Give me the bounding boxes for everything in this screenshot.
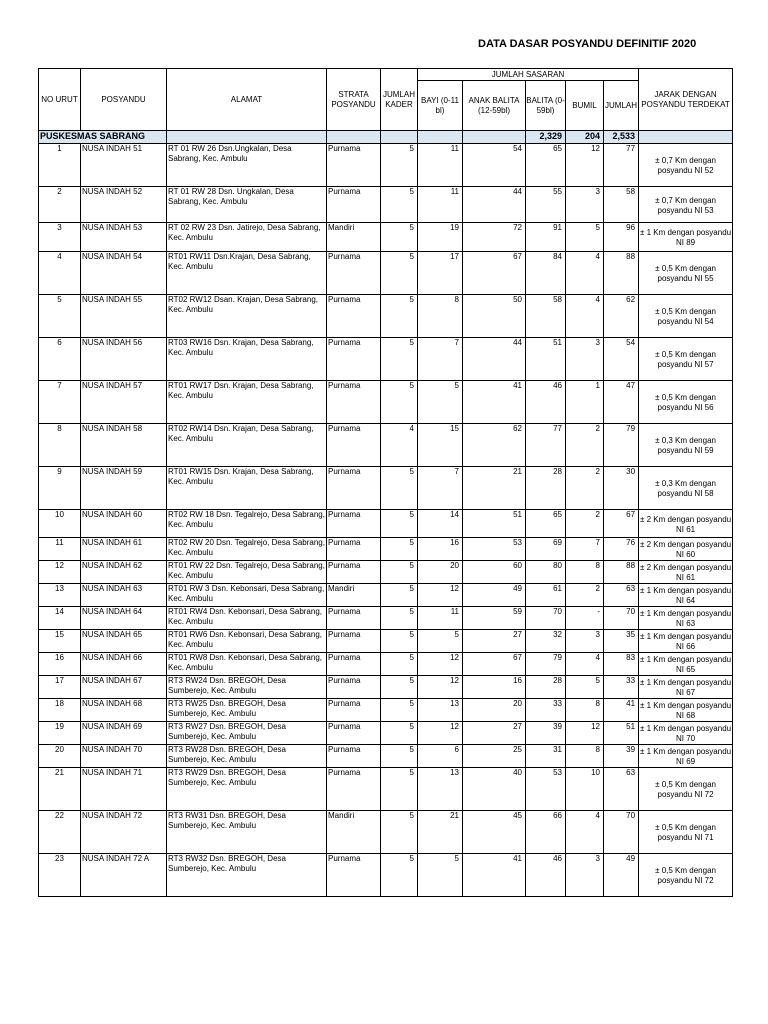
row-kader: 5 [381, 745, 418, 768]
table-row [39, 699, 733, 722]
row-balita: 84 [526, 252, 566, 295]
row-bayi: 12 [418, 653, 463, 676]
row-anak-balita: 44 [463, 338, 526, 381]
row-alamat: RT01 RW 22 Dsn. Tegalrejo, Desa Sabrang, Kec. Ambulu [167, 561, 327, 584]
row-strata: Purnama [327, 187, 381, 223]
row-bumil: 4 [566, 811, 604, 854]
row-kader: 5 [381, 811, 418, 854]
row-strata: Purnama [327, 676, 381, 699]
row-balita: 55 [526, 187, 566, 223]
row-alamat: RT01 RW11 Dsn.Krajan, Desa Sabrang, Kec. Ambulu [167, 252, 327, 295]
row-balita: 51 [526, 338, 566, 381]
row-bayi: 12 [418, 584, 463, 607]
row-bayi: 21 [418, 811, 463, 854]
row-no: 23 [39, 854, 81, 897]
row-alamat: RT3 RW25 Dsn. BREGOH, Desa Sumberejo, Kec. Ambulu [167, 699, 327, 722]
row-bumil: 2 [566, 584, 604, 607]
row-kader: 5 [381, 381, 418, 424]
row-bumil: 3 [566, 187, 604, 223]
row-jarak: ± 2 Km dengan posyandu NI 61 [639, 510, 733, 538]
row-posyandu-name: NUSA INDAH 57 [81, 381, 167, 424]
row-no: 22 [39, 811, 81, 854]
header-jumlah: JUMLAH [604, 81, 639, 131]
row-jumlah: 67 [604, 510, 639, 538]
row-jarak: ± 1 Km dengan posyandu NI 67 [639, 676, 733, 699]
row-balita: 80 [526, 561, 566, 584]
row-bumil: 3 [566, 854, 604, 897]
row-no: 2 [39, 187, 81, 223]
row-jarak: ± 0,5 Km dengan posyandu NI 57 [639, 338, 733, 381]
row-strata: Purnama [327, 854, 381, 897]
row-jumlah: 30 [604, 467, 639, 510]
row-jarak: ± 1 Km dengan posyandu NI 89 [639, 223, 733, 252]
row-bumil: 2 [566, 467, 604, 510]
row-strata: Purnama [327, 630, 381, 653]
row-alamat: RT 01 RW 26 Dsn.Ungkalan, Desa Sabrang, Kec. Ambulu [167, 144, 327, 187]
row-alamat: RT3 RW31 Dsn. BREGOH, Desa Sumberejo, Kec. Ambulu [167, 811, 327, 854]
table-row [39, 338, 733, 381]
row-bayi: 11 [418, 187, 463, 223]
row-jumlah: 39 [604, 745, 639, 768]
row-kader: 5 [381, 252, 418, 295]
row-alamat: RT 01 RW 28 Dsn. Ungkalan, Desa Sabrang, Kec. Ambulu [167, 187, 327, 223]
row-kader: 5 [381, 607, 418, 630]
table-row [39, 745, 733, 768]
row-bayi: 7 [418, 338, 463, 381]
row-kader: 5 [381, 854, 418, 897]
row-strata: Mandiri [327, 584, 381, 607]
row-jumlah: 33 [604, 676, 639, 699]
row-no: 6 [39, 338, 81, 381]
row-posyandu-name: NUSA INDAH 52 [81, 187, 167, 223]
row-bumil: 5 [566, 223, 604, 252]
table-row [39, 187, 733, 223]
row-balita: 28 [526, 676, 566, 699]
row-no: 5 [39, 295, 81, 338]
row-no: 21 [39, 768, 81, 811]
row-balita: 65 [526, 510, 566, 538]
row-no: 14 [39, 607, 81, 630]
row-alamat: RT3 RW29 Dsn. BREGOH, Desa Sumberejo, Kec. Ambulu [167, 768, 327, 811]
row-bumil: 3 [566, 338, 604, 381]
row-posyandu-name: NUSA INDAH 66 [81, 653, 167, 676]
row-posyandu-name: NUSA INDAH 61 [81, 538, 167, 561]
row-bumil: 1 [566, 381, 604, 424]
row-bayi: 5 [418, 381, 463, 424]
row-kader: 5 [381, 223, 418, 252]
row-no: 10 [39, 510, 81, 538]
row-posyandu-name: NUSA INDAH 68 [81, 699, 167, 722]
row-jarak: ± 0,3 Km dengan posyandu NI 59 [639, 424, 733, 467]
row-bumil: 4 [566, 295, 604, 338]
row-kader: 5 [381, 676, 418, 699]
row-anak-balita: 41 [463, 854, 526, 897]
row-posyandu-name: NUSA INDAH 58 [81, 424, 167, 467]
row-posyandu-name: NUSA INDAH 65 [81, 630, 167, 653]
row-bumil: 2 [566, 424, 604, 467]
row-alamat: RT3 RW24 Dsn. BREGOH, Desa Sumberejo, Kec. Ambulu [167, 676, 327, 699]
row-bumil: 7 [566, 538, 604, 561]
row-no: 20 [39, 745, 81, 768]
row-jarak: ± 0,5 Km dengan posyandu NI 54 [639, 295, 733, 338]
row-strata: Purnama [327, 653, 381, 676]
row-anak-balita: 21 [463, 467, 526, 510]
table-row [39, 381, 733, 424]
row-posyandu-name: NUSA INDAH 62 [81, 561, 167, 584]
row-jarak: ± 1 Km dengan posyandu NI 66 [639, 630, 733, 653]
row-balita: 66 [526, 811, 566, 854]
header-jarak: JARAK DENGAN POSYANDU TERDEKAT [639, 69, 733, 131]
row-posyandu-name: NUSA INDAH 67 [81, 676, 167, 699]
row-balita: 61 [526, 584, 566, 607]
row-anak-balita: 53 [463, 538, 526, 561]
row-alamat: RT3 RW27 Dsn. BREGOH, Desa Sumberejo, Kec. Ambulu [167, 722, 327, 745]
group-name: PUSKESMAS SABRANG [39, 131, 167, 144]
header-anak-balita: ANAK BALITA (12-59bl) [463, 81, 526, 131]
table-row [39, 722, 733, 745]
row-anak-balita: 54 [463, 144, 526, 187]
row-kader: 5 [381, 295, 418, 338]
row-strata: Purnama [327, 722, 381, 745]
row-alamat: RT01 RW15 Dsn. Krajan, Desa Sabrang, Kec. Ambulu [167, 467, 327, 510]
row-jumlah: 70 [604, 607, 639, 630]
row-posyandu-name: NUSA INDAH 64 [81, 607, 167, 630]
row-jumlah: 63 [604, 584, 639, 607]
row-anak-balita: 72 [463, 223, 526, 252]
row-kader: 5 [381, 561, 418, 584]
row-balita: 70 [526, 607, 566, 630]
row-alamat: RT 02 RW 23 Dsn. Jatirejo, Desa Sabrang, Kec. Ambulu [167, 223, 327, 252]
row-jumlah: 96 [604, 223, 639, 252]
row-anak-balita: 16 [463, 676, 526, 699]
row-anak-balita: 62 [463, 424, 526, 467]
document-title: DATA DASAR POSYANDU DEFINITIF 2020 [478, 38, 697, 50]
header-balita: BALITA (0-59bl) [526, 81, 566, 131]
row-bumil: 8 [566, 745, 604, 768]
row-bumil: - [566, 607, 604, 630]
group-balita-total: 2,329 [526, 131, 566, 144]
table-row [39, 538, 733, 561]
row-no: 1 [39, 144, 81, 187]
row-jarak: ± 1 Km dengan posyandu NI 68 [639, 699, 733, 722]
row-jumlah: 35 [604, 630, 639, 653]
row-anak-balita: 49 [463, 584, 526, 607]
row-posyandu-name: NUSA INDAH 59 [81, 467, 167, 510]
row-jarak: ± 2 Km dengan posyandu NI 61 [639, 561, 733, 584]
row-bayi: 13 [418, 699, 463, 722]
row-alamat: RT01 RW 3 Dsn. Kebonsari, Desa Sabrang, Kec. Ambulu [167, 584, 327, 607]
row-alamat: RT03 RW16 Dsn. Krajan, Desa Sabrang, Kec. Ambulu [167, 338, 327, 381]
row-bayi: 19 [418, 223, 463, 252]
row-strata: Purnama [327, 467, 381, 510]
row-posyandu-name: NUSA INDAH 72 A [81, 854, 167, 897]
row-alamat: RT02 RW 20 Dsn. Tegalrejo, Desa Sabrang, Kec. Ambulu [167, 538, 327, 561]
row-jumlah: 62 [604, 295, 639, 338]
row-posyandu-name: NUSA INDAH 70 [81, 745, 167, 768]
row-posyandu-name: NUSA INDAH 56 [81, 338, 167, 381]
row-posyandu-name: NUSA INDAH 72 [81, 811, 167, 854]
row-anak-balita: 51 [463, 510, 526, 538]
row-anak-balita: 40 [463, 768, 526, 811]
row-anak-balita: 60 [463, 561, 526, 584]
row-alamat: RT3 RW28 Dsn. BREGOH, Desa Sumberejo, Kec. Ambulu [167, 745, 327, 768]
table-row [39, 223, 733, 252]
row-alamat: RT01 RW8 Dsn. Kebonsari, Desa Sabrang, Kec. Ambulu [167, 653, 327, 676]
row-kader: 5 [381, 144, 418, 187]
row-jarak: ± 0,3 Km dengan posyandu NI 58 [639, 467, 733, 510]
row-bumil: 10 [566, 768, 604, 811]
row-alamat: RT01 RW4 Dsn. Kebonsari, Desa Sabrang, Kec. Ambulu [167, 607, 327, 630]
row-bayi: 14 [418, 510, 463, 538]
row-jumlah: 88 [604, 252, 639, 295]
row-bayi: 7 [418, 467, 463, 510]
row-no: 19 [39, 722, 81, 745]
row-alamat: RT01 RW6 Dsn. Kebonsari, Desa Sabrang, Kec. Ambulu [167, 630, 327, 653]
row-anak-balita: 41 [463, 381, 526, 424]
row-no: 7 [39, 381, 81, 424]
posyandu-table [38, 68, 733, 897]
row-anak-balita: 44 [463, 187, 526, 223]
row-kader: 5 [381, 630, 418, 653]
row-jumlah: 70 [604, 811, 639, 854]
table-row [39, 561, 733, 584]
row-alamat: RT02 RW12 Dsan. Krajan, Desa Sabrang, Kec. Ambulu [167, 295, 327, 338]
row-strata: Purnama [327, 745, 381, 768]
row-strata: Purnama [327, 768, 381, 811]
table-row [39, 811, 733, 854]
row-bumil: 2 [566, 510, 604, 538]
row-bayi: 12 [418, 676, 463, 699]
row-anak-balita: 20 [463, 699, 526, 722]
row-posyandu-name: NUSA INDAH 69 [81, 722, 167, 745]
row-jumlah: 41 [604, 699, 639, 722]
row-strata: Purnama [327, 510, 381, 538]
row-alamat: RT01 RW17 Dsn. Krajan, Desa Sabrang, Kec. Ambulu [167, 381, 327, 424]
row-posyandu-name: NUSA INDAH 53 [81, 223, 167, 252]
row-anak-balita: 67 [463, 252, 526, 295]
row-bayi: 17 [418, 252, 463, 295]
row-no: 11 [39, 538, 81, 561]
row-balita: 91 [526, 223, 566, 252]
header-posyandu: POSYANDU [81, 69, 167, 131]
row-jarak: ± 0,5 Km dengan posyandu NI 55 [639, 252, 733, 295]
row-jumlah: 51 [604, 722, 639, 745]
header-jumlah-sasaran: JUMLAH SASARAN [418, 69, 639, 81]
row-kader: 5 [381, 467, 418, 510]
row-kader: 5 [381, 584, 418, 607]
row-bayi: 20 [418, 561, 463, 584]
row-anak-balita: 45 [463, 811, 526, 854]
header-bayi: BAYI (0-11 bl) [418, 81, 463, 131]
table-row [39, 467, 733, 510]
row-no: 12 [39, 561, 81, 584]
row-strata: Purnama [327, 699, 381, 722]
row-no: 13 [39, 584, 81, 607]
row-balita: 46 [526, 854, 566, 897]
row-strata: Purnama [327, 607, 381, 630]
row-bumil: 12 [566, 144, 604, 187]
row-posyandu-name: NUSA INDAH 63 [81, 584, 167, 607]
row-jumlah: 76 [604, 538, 639, 561]
row-anak-balita: 59 [463, 607, 526, 630]
row-balita: 77 [526, 424, 566, 467]
row-no: 3 [39, 223, 81, 252]
row-jumlah: 63 [604, 768, 639, 811]
row-jarak: ± 0,5 Km dengan posyandu NI 71 [639, 811, 733, 854]
table-header [39, 69, 733, 131]
row-kader: 5 [381, 538, 418, 561]
row-bumil: 4 [566, 252, 604, 295]
row-balita: 79 [526, 653, 566, 676]
row-jarak: ± 0,5 Km dengan posyandu NI 56 [639, 381, 733, 424]
row-bayi: 6 [418, 745, 463, 768]
row-no: 17 [39, 676, 81, 699]
row-balita: 32 [526, 630, 566, 653]
row-balita: 28 [526, 467, 566, 510]
row-balita: 65 [526, 144, 566, 187]
row-jarak: ± 0,5 Km dengan posyandu NI 72 [639, 854, 733, 897]
row-anak-balita: 50 [463, 295, 526, 338]
row-kader: 5 [381, 510, 418, 538]
row-jumlah: 88 [604, 561, 639, 584]
row-jumlah: 83 [604, 653, 639, 676]
row-kader: 5 [381, 338, 418, 381]
row-strata: Purnama [327, 381, 381, 424]
row-balita: 31 [526, 745, 566, 768]
row-anak-balita: 25 [463, 745, 526, 768]
row-bayi: 13 [418, 768, 463, 811]
row-strata: Purnama [327, 252, 381, 295]
header-no-urut: NO URUT [39, 69, 81, 131]
table-row [39, 510, 733, 538]
row-anak-balita: 27 [463, 722, 526, 745]
row-jarak: ± 2 Km dengan posyandu NI 60 [639, 538, 733, 561]
row-bumil: 12 [566, 722, 604, 745]
row-bumil: 8 [566, 561, 604, 584]
row-balita: 53 [526, 768, 566, 811]
header-alamat: ALAMAT [167, 69, 327, 131]
row-alamat: RT3 RW32 Dsn. BREGOH, Desa Sumberejo, Kec. Ambulu [167, 854, 327, 897]
row-bumil: 3 [566, 630, 604, 653]
row-no: 18 [39, 699, 81, 722]
row-strata: Purnama [327, 144, 381, 187]
header-jumlah-kader: JUMLAH KADER [381, 69, 418, 131]
row-kader: 5 [381, 768, 418, 811]
row-balita: 46 [526, 381, 566, 424]
row-posyandu-name: NUSA INDAH 55 [81, 295, 167, 338]
row-alamat: RT02 RW14 Dsn. Krajan, Desa Sabrang, Kec. Ambulu [167, 424, 327, 467]
row-jumlah: 77 [604, 144, 639, 187]
row-jumlah: 58 [604, 187, 639, 223]
row-alamat: RT02 RW 18 Dsn. Tegalrejo, Desa Sabrang, Kec. Ambulu [167, 510, 327, 538]
row-jarak: ± 1 Km dengan posyandu NI 63 [639, 607, 733, 630]
row-jumlah: 49 [604, 854, 639, 897]
table-row [39, 676, 733, 699]
row-bayi: 11 [418, 607, 463, 630]
row-no: 4 [39, 252, 81, 295]
row-strata: Purnama [327, 295, 381, 338]
row-kader: 4 [381, 424, 418, 467]
group-bumil-total: 204 [566, 131, 604, 144]
table-row [39, 584, 733, 607]
row-posyandu-name: NUSA INDAH 71 [81, 768, 167, 811]
header-strata: STRATA POSYANDU [327, 69, 381, 131]
row-strata: Purnama [327, 424, 381, 467]
row-posyandu-name: NUSA INDAH 51 [81, 144, 167, 187]
row-posyandu-name: NUSA INDAH 54 [81, 252, 167, 295]
table-body [39, 131, 733, 897]
row-jumlah: 79 [604, 424, 639, 467]
header-bumil: BUMIL [566, 81, 604, 131]
row-jarak: ± 0,5 Km dengan posyandu NI 72 [639, 768, 733, 811]
row-kader: 5 [381, 653, 418, 676]
row-balita: 69 [526, 538, 566, 561]
group-row [39, 131, 733, 144]
row-balita: 58 [526, 295, 566, 338]
row-bayi: 15 [418, 424, 463, 467]
table-row [39, 295, 733, 338]
row-jarak: ± 1 Km dengan posyandu NI 65 [639, 653, 733, 676]
row-kader: 5 [381, 187, 418, 223]
row-bayi: 5 [418, 854, 463, 897]
row-bayi: 16 [418, 538, 463, 561]
row-no: 8 [39, 424, 81, 467]
table-row [39, 854, 733, 897]
row-strata: Mandiri [327, 223, 381, 252]
row-bumil: 8 [566, 699, 604, 722]
row-jarak: ± 1 Km dengan posyandu NI 64 [639, 584, 733, 607]
row-bumil: 4 [566, 653, 604, 676]
row-jarak: ± 0,7 Km dengan posyandu NI 52 [639, 144, 733, 187]
row-no: 9 [39, 467, 81, 510]
row-posyandu-name: NUSA INDAH 60 [81, 510, 167, 538]
table-row [39, 252, 733, 295]
row-strata: Mandiri [327, 811, 381, 854]
table-row [39, 630, 733, 653]
row-anak-balita: 27 [463, 630, 526, 653]
table-row [39, 653, 733, 676]
row-jarak: ± 1 Km dengan posyandu NI 70 [639, 722, 733, 745]
row-jumlah: 54 [604, 338, 639, 381]
row-jumlah: 47 [604, 381, 639, 424]
row-bayi: 11 [418, 144, 463, 187]
row-no: 16 [39, 653, 81, 676]
table-row [39, 768, 733, 811]
row-jarak: ± 1 Km dengan posyandu NI 69 [639, 745, 733, 768]
row-bumil: 5 [566, 676, 604, 699]
row-bayi: 5 [418, 630, 463, 653]
row-kader: 5 [381, 699, 418, 722]
row-balita: 39 [526, 722, 566, 745]
row-strata: Purnama [327, 561, 381, 584]
row-kader: 5 [381, 722, 418, 745]
row-balita: 33 [526, 699, 566, 722]
table-row [39, 424, 733, 467]
row-no: 15 [39, 630, 81, 653]
row-bayi: 8 [418, 295, 463, 338]
group-jumlah-total: 2,533 [604, 131, 639, 144]
row-strata: Purnama [327, 538, 381, 561]
row-anak-balita: 67 [463, 653, 526, 676]
row-bayi: 12 [418, 722, 463, 745]
row-strata: Purnama [327, 338, 381, 381]
table-row [39, 144, 733, 187]
row-jarak: ± 0,7 Km dengan posyandu NI 53 [639, 187, 733, 223]
table-row [39, 607, 733, 630]
